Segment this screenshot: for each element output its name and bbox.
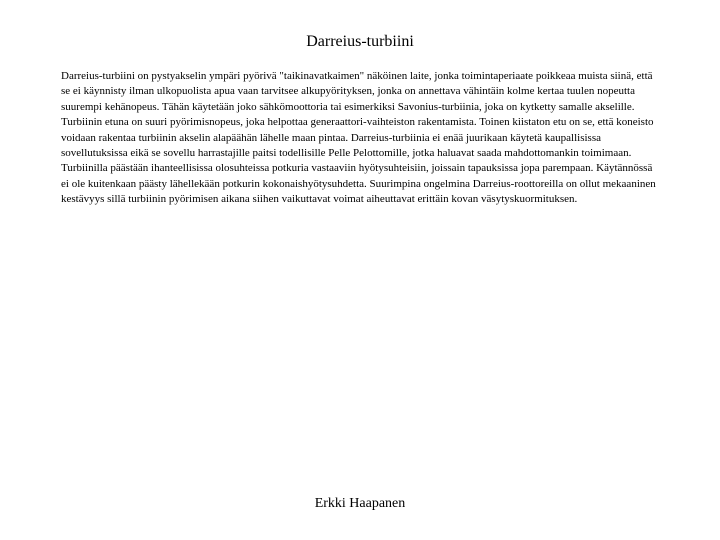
slide-author: Erkki Haapanen xyxy=(314,496,406,511)
slide-title: Darreius-turbiini xyxy=(306,33,414,50)
slide-body-text: Darreius-turbiini on pystyakselin ympäri pyörivä "taikinavatkaimen" näköinen laite, jonka toimintaperiaate poikkeaa muista siinä, että se ei käynnisty ilman ulkopuolista apua vaan tarvitsee alkupyörityksen, jonka on annettava vähintäin kolme kertaa tuulen nopeutta suurempi kehänopeus. Tähän käytetään joko sähkömoottoria tai esimerkiksi Savonius-turbiinia, joka on kytketty samalle akselille. Turbiinin etuna on suuri pyörimisnopeus, joka helpottaa generaattori-vaihteiston rakentamista. Toinen kiistaton etu on se, että koneisto voidaan rakentaa turbiinin akselin alapäähän lähelle maan pintaa. Darreius-turbiinia ei enää juurikaan käytetä kaupallisissa sovellutuksissa eikä se sovellu harrastajille paitsi todellisille Pelle Pelottomille, jotka haluavat saada mahdottomankin toimimaan. Turbiinilla päästään ihanteellisissa olosuhteissa potkuria vastaaviin hyötysuhteisiin, joissain tapauksissa jopa parempaan. Käytännössä ei ole kuitenkaan päästy lähellekään potkurin kokonaishyötysuhdetta. Suurimpina ongelmina Darreius-roottoreilla on ollut mekaaninen kestävyys sillä turbiinin pyörimisen aikana siihen vaikuttavat voimat aiheuttavat erittäin kovan väsytyskuormituksen. xyxy=(61,70,656,206)
